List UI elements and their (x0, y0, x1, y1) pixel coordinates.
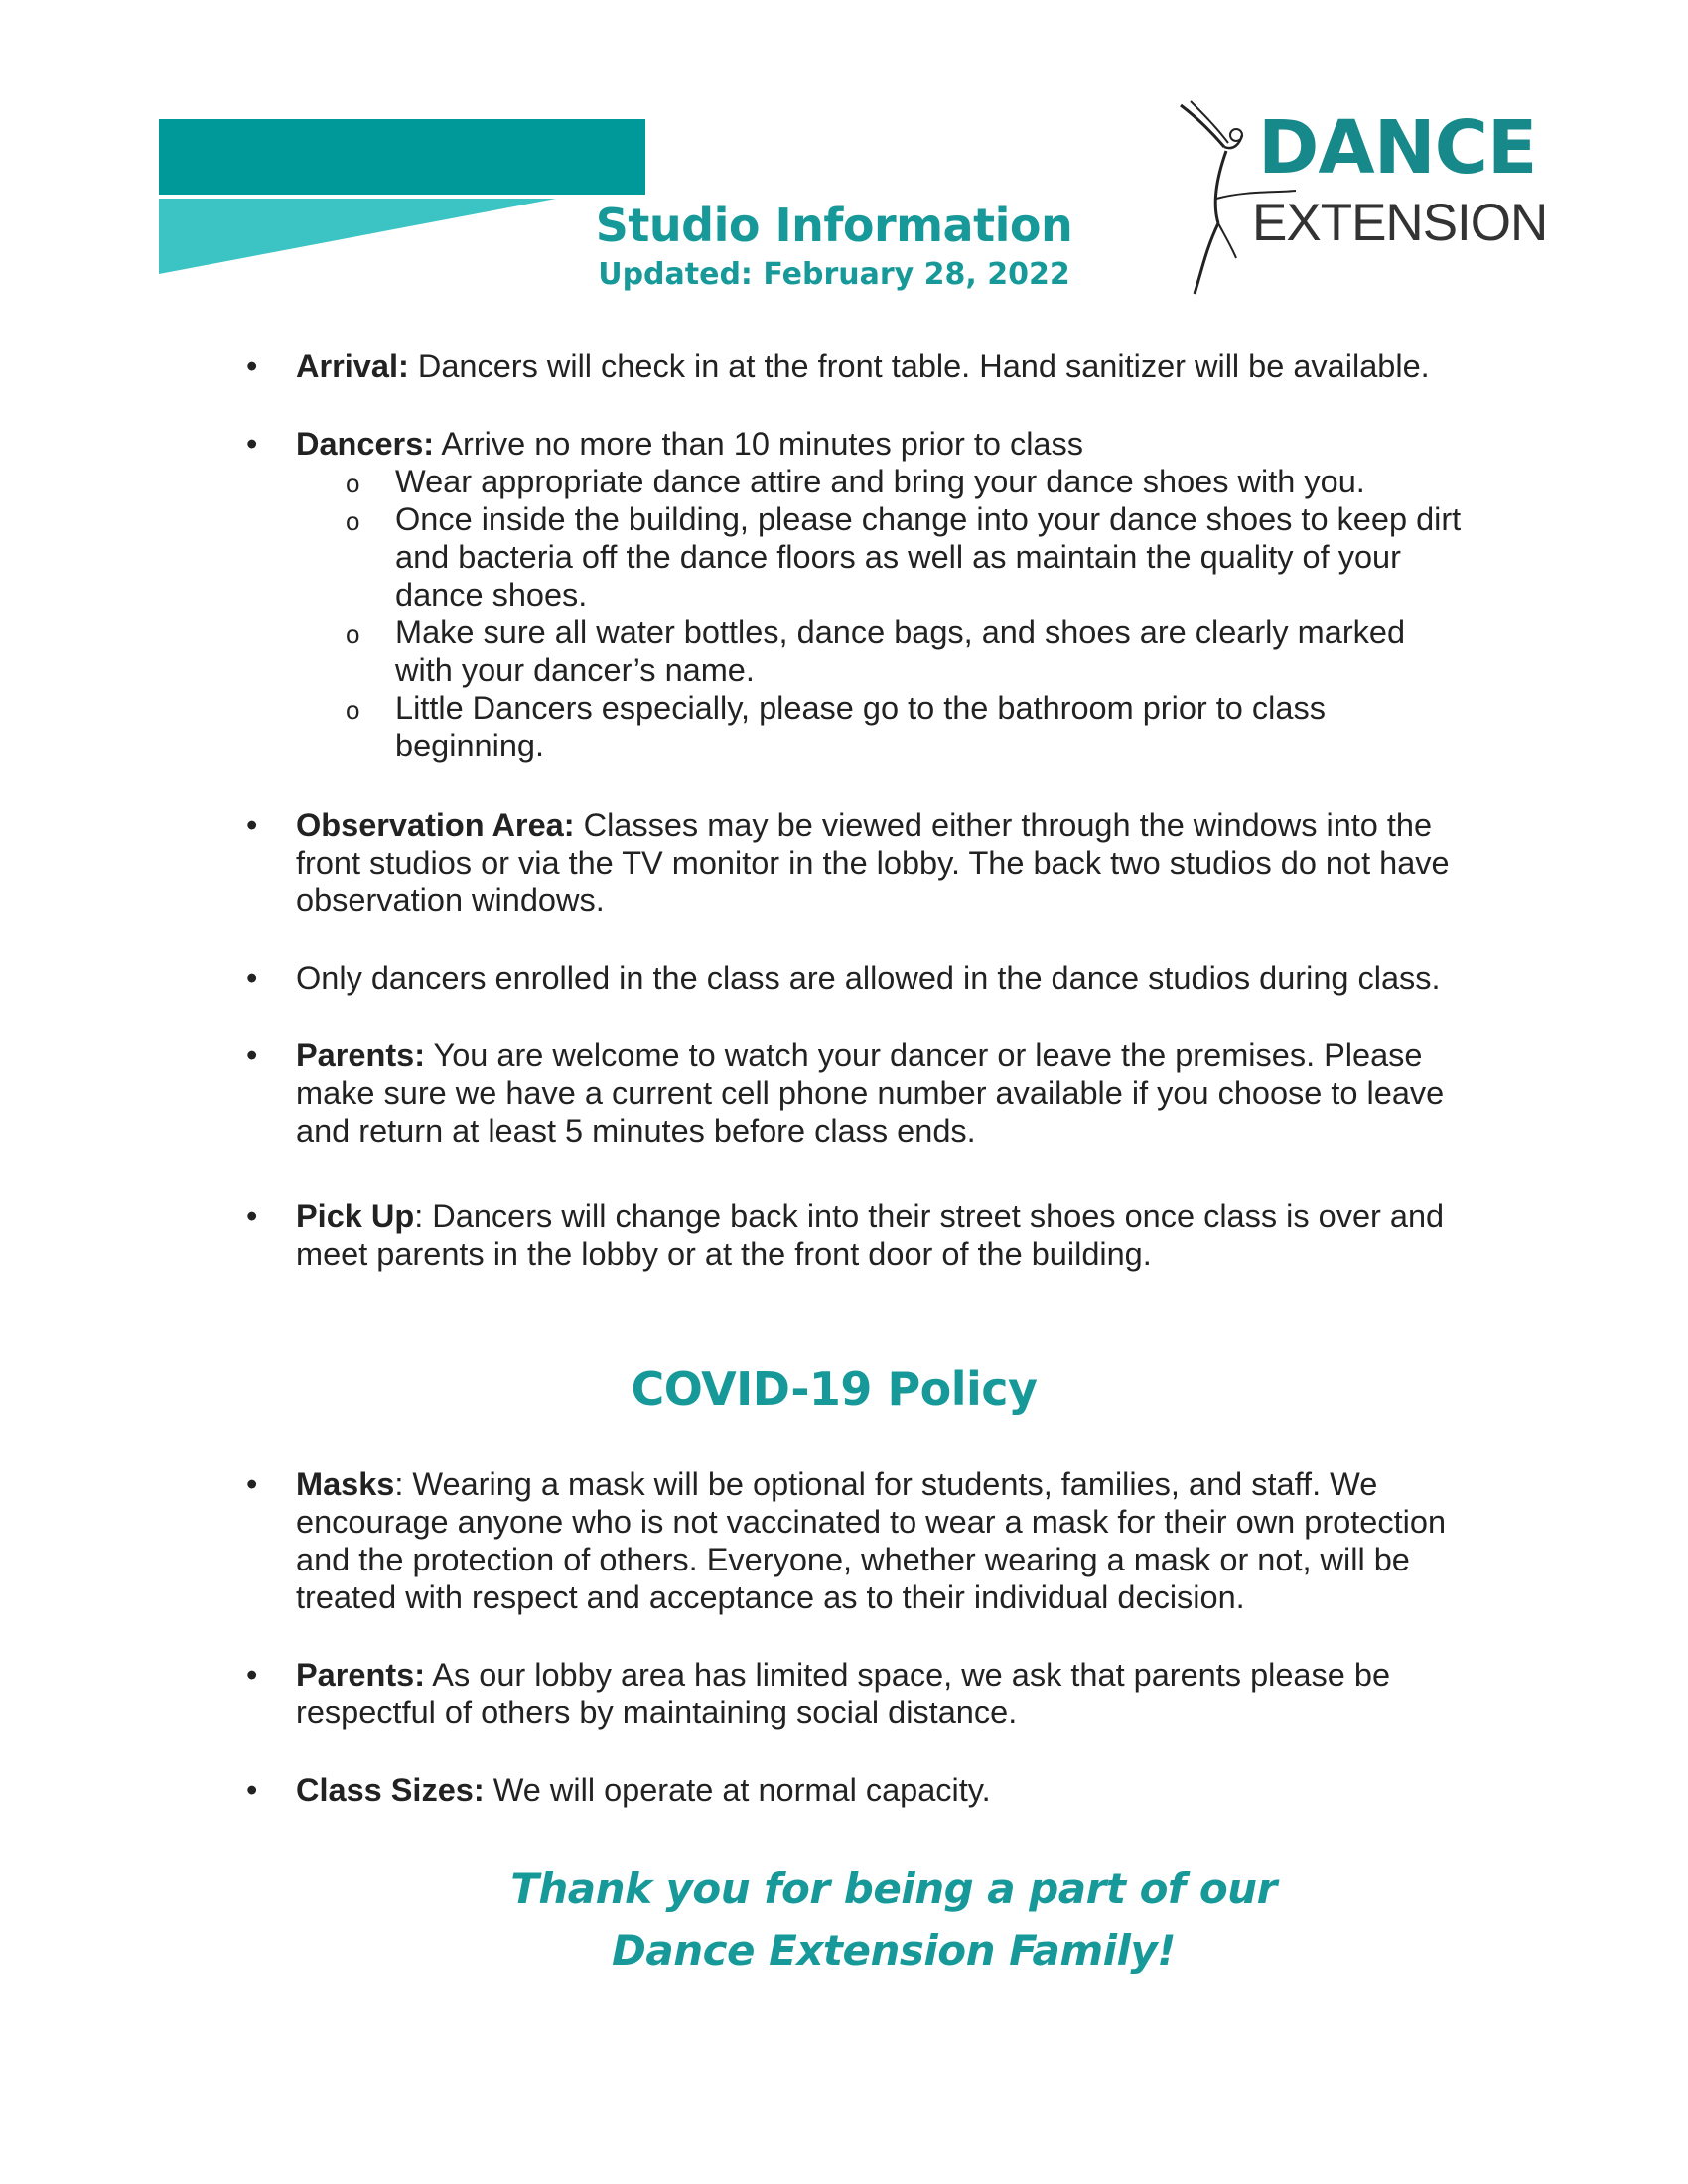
banner-wedge (159, 199, 556, 274)
covid-policy-list (238, 1465, 1489, 1809)
list-item-parents: • Parents: You are welcome to watch your dancer or leave the premises. Please make sure we have a current cell phone number available if you choose to leave and return at least 5 minutes before class ends. (246, 1037, 1445, 1149)
dance-extension-logo (1177, 99, 1554, 303)
bullet-icon: • (246, 1657, 258, 1693)
bullet-icon: • (246, 1772, 258, 1808)
list-item-dancers: • Dancers: Arrive no more than 10 minutes prior to class (246, 426, 1083, 462)
circle-bullet-icon: o (346, 469, 360, 498)
covid-policy-heading: COVID-19 Policy (631, 1362, 1038, 1416)
logo-text-extension: EXTENSION (1252, 194, 1548, 252)
list-item-masks: • Masks: Wearing a mask will be optional for students, families, and staff. We encourage anyone who is not vaccinated to wear a mask for their own protection and the protection of others. Everyone, whether wearing a mask or not, will be treated with respect and acceptance as to their individual decision. (246, 1466, 1447, 1615)
sub-list-item: o Once inside the building, please change into your dance shoes to keep dirt and bacteria off the dance floors as well as maintain the quality of your dance shoes. (346, 501, 1462, 613)
bullet-icon: • (246, 348, 258, 384)
list-item-arrival: • Arrival: Dancers will check in at the front table. Hand sanitizer will be available. (246, 348, 1430, 384)
circle-bullet-icon: o (346, 506, 360, 536)
bullet-icon: • (246, 807, 258, 843)
banner-bar (159, 119, 645, 195)
sub-list-item: o Wear appropriate dance attire and bring your dance shoes with you. (238, 463, 1489, 500)
list-item-class-sizes: • Class Sizes: We will operate at normal capacity. (246, 1772, 991, 1808)
closing-line-1: Thank you for being a part of our (510, 1864, 1277, 1913)
bullet-icon: • (246, 1198, 258, 1234)
circle-bullet-icon: o (346, 619, 360, 649)
list-item-pickup: • Pick Up: Dancers will change back into their street shoes once class is over and meet parents in the lobby or at the front door of the building. (246, 1198, 1445, 1272)
list-item-only-dancers: • Only dancers enrolled in the class are allowed in the dance studios during class. (246, 960, 1441, 996)
circle-bullet-icon: o (346, 695, 360, 725)
list-item-observation: • Observation Area: Classes may be viewed either through the windows into the front studios or via the TV monitor in the lobby. The back two studios do not have observation windows. (246, 807, 1450, 918)
logo-text-dance: DANCE (1258, 105, 1537, 191)
page-title: Studio Information (595, 199, 1073, 252)
closing-message (447, 1858, 1340, 1981)
bullet-icon: • (246, 426, 258, 462)
dancers-sub-list (238, 463, 1489, 764)
sub-list-item: o Little Dancers especially, please go to the bathroom prior to class beginning. (346, 690, 1326, 763)
bullet-icon: • (246, 1466, 258, 1502)
page-header (556, 197, 1112, 296)
bullet-icon: • (246, 1037, 258, 1073)
closing-line-2: Dance Extension Family! (612, 1926, 1176, 1975)
sub-list-item: o Make sure all water bottles, dance bags, and shoes are clearly marked with your dancer’s name. (346, 614, 1406, 688)
studio-info-list (238, 347, 1489, 1273)
list-item-covid-parents: • Parents: As our lobby area has limited space, we ask that parents please be respectful of others by maintaining social distance. (246, 1657, 1391, 1730)
updated-date: Updated: February 28, 2022 (598, 257, 1070, 292)
bullet-icon: • (246, 960, 258, 996)
